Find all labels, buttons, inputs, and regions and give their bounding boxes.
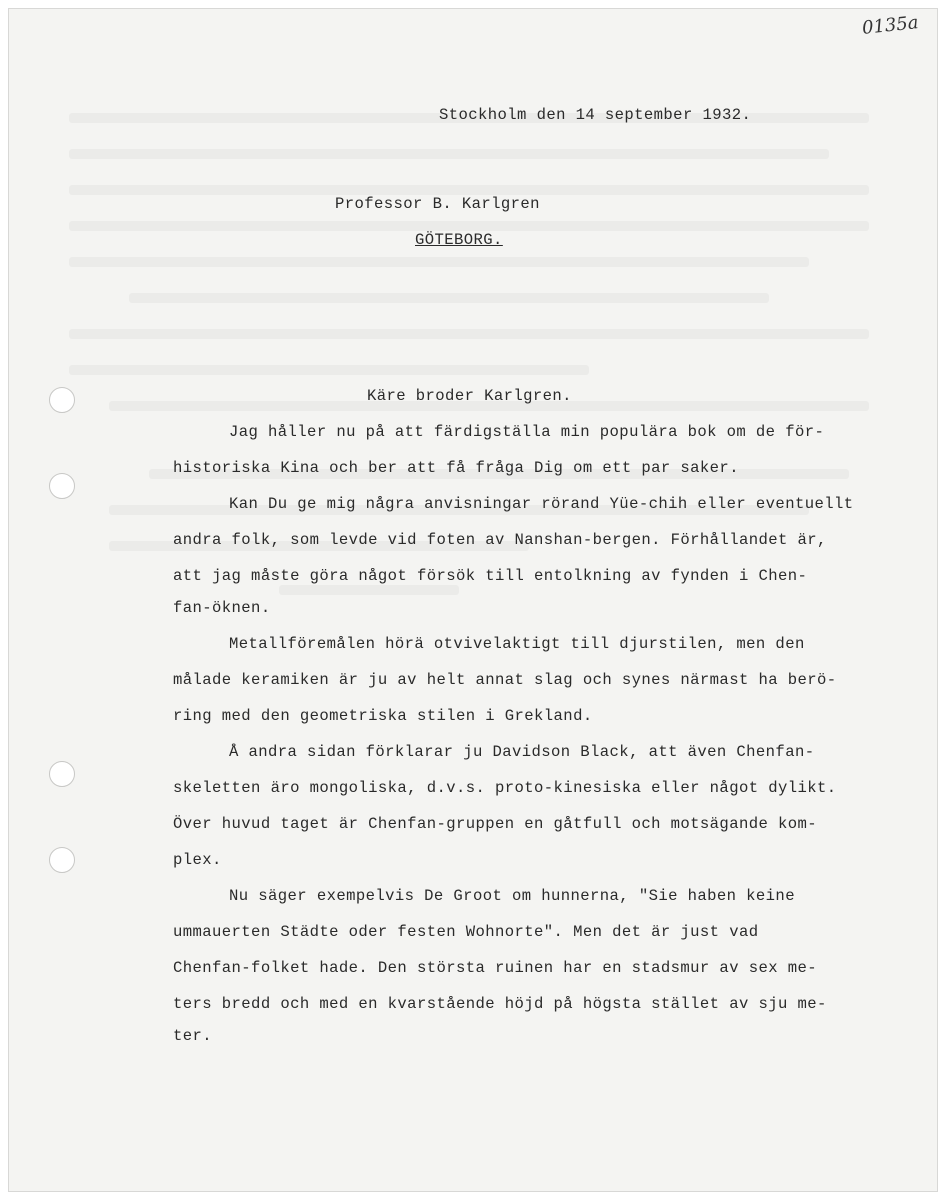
- body-line: andra folk, som levde vid foten av Nanshan-bergen. Förhållandet är,: [173, 531, 827, 549]
- body-line: Kan Du ge mig några anvisningar rörand Yüe-chih eller eventuellt: [229, 495, 854, 513]
- body-line: skeletten äro mongoliska, d.v.s. proto-kinesiska eller något dylikt.: [173, 779, 837, 797]
- body-line: Metallföremålen hörä otvivelaktigt till djurstilen, men den: [229, 635, 805, 653]
- body-line: Chenfan-folket hade. Den största ruinen har en stadsmur av sex me-: [173, 959, 818, 977]
- body-line: plex.: [173, 851, 222, 869]
- body-line: historiska Kina och ber att få fråga Dig om ett par saker.: [173, 459, 739, 477]
- place-date: Stockholm den 14 september 1932.: [439, 106, 752, 124]
- body-line: ummauerten Städte oder festen Wohnorte". Men det är just vad: [173, 923, 759, 941]
- body-line: målade keramiken är ju av helt annat slag och synes närmast ha berö-: [173, 671, 837, 689]
- punch-hole: [49, 761, 75, 787]
- recipient-city: GÖTEBORG.: [415, 231, 503, 249]
- salutation: Käre broder Karlgren.: [367, 387, 572, 405]
- show-through-text: [9, 9, 939, 1193]
- body-line: Över huvud taget är Chenfan-gruppen en gåtfull och motsägande kom-: [173, 815, 818, 833]
- punch-hole: [49, 847, 75, 873]
- letter-page: [8, 8, 938, 1192]
- body-line: Nu säger exempelvis De Groot om hunnerna, "Sie haben keine: [229, 887, 795, 905]
- body-line: ters bredd och med en kvarstående höjd på högsta stället av sju me-: [173, 995, 827, 1013]
- body-line: Jag håller nu på att färdigställa min populära bok om de för-: [229, 423, 825, 441]
- archive-number: 0135a: [861, 12, 920, 39]
- body-line: att jag måste göra något försök till entolkning av fynden i Chen-: [173, 567, 808, 585]
- recipient-name: Professor B. Karlgren: [335, 195, 540, 213]
- punch-hole: [49, 387, 75, 413]
- body-line: ring med den geometriska stilen i Grekland.: [173, 707, 593, 725]
- punch-hole: [49, 473, 75, 499]
- body-line: ter.: [173, 1027, 213, 1045]
- body-line: Å andra sidan förklarar ju Davidson Black, att även Chenfan-: [229, 743, 815, 761]
- body-line: fan-öknen.: [173, 599, 271, 617]
